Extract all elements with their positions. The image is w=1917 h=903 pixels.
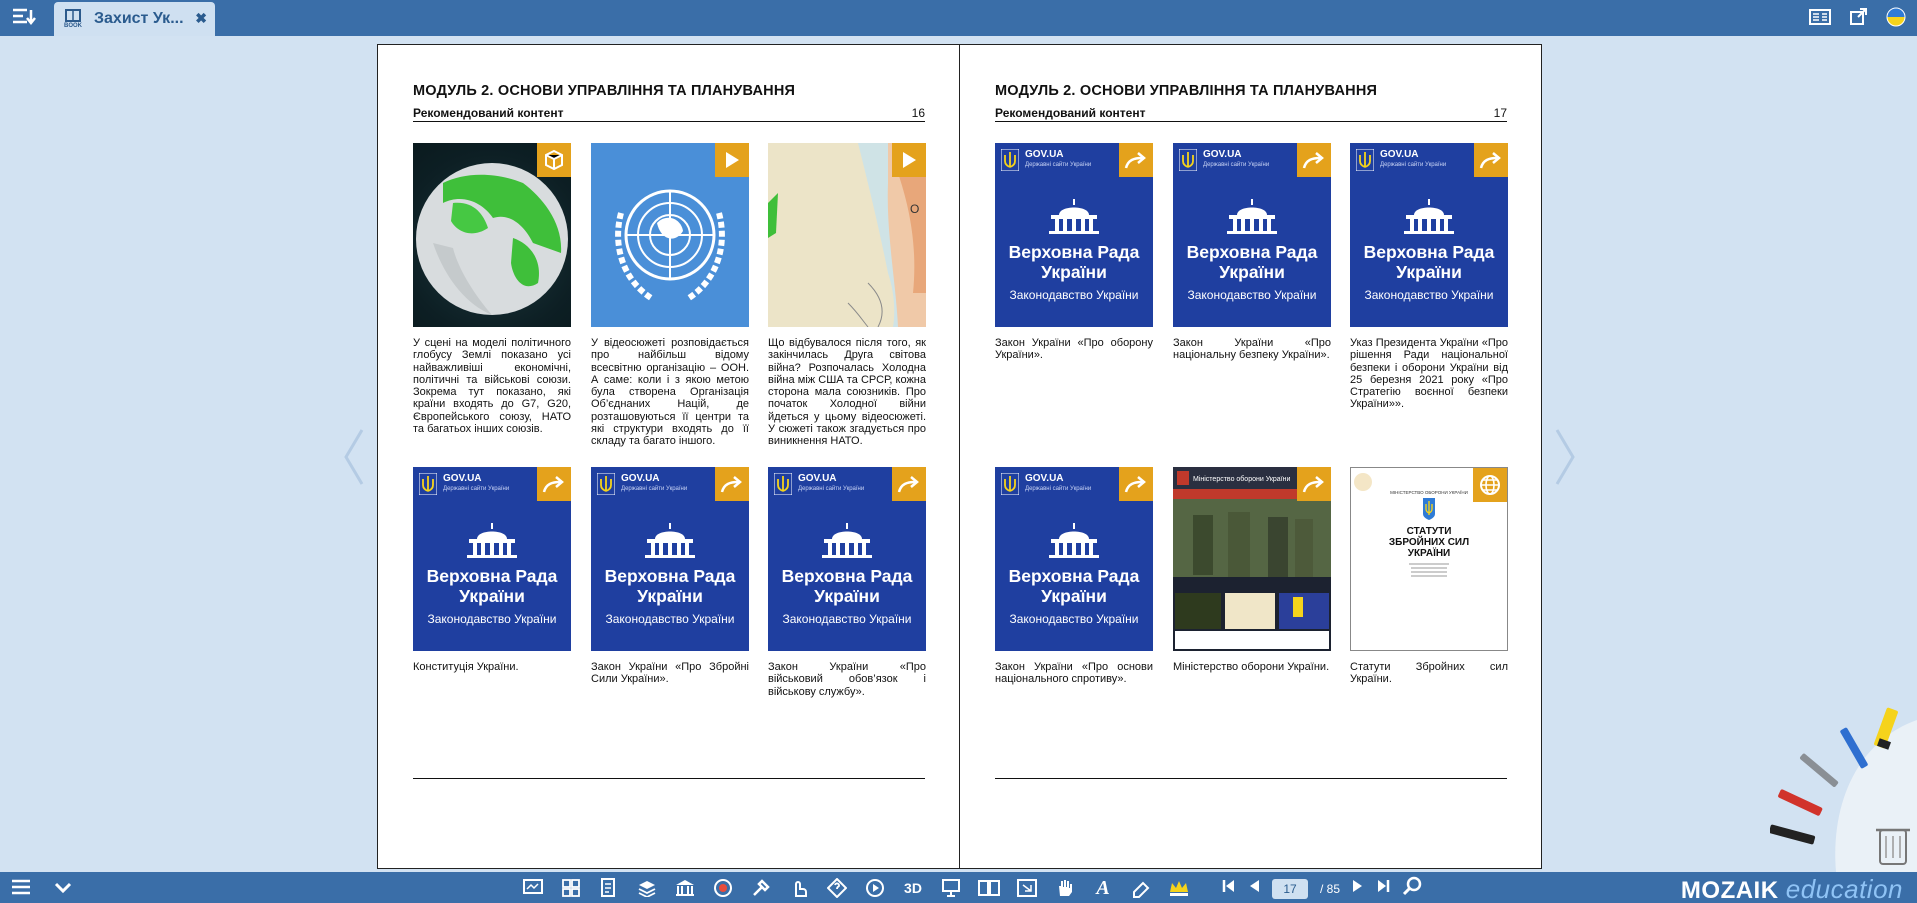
external-link-icon[interactable] — [1847, 6, 1869, 28]
trident-icon — [774, 473, 792, 495]
content-card[interactable] — [1350, 143, 1508, 411]
gov-card-title: Верховна Рада України — [781, 566, 913, 606]
map-label: O — [910, 202, 920, 216]
content-card[interactable] — [413, 467, 571, 673]
content-card[interactable] — [1173, 143, 1331, 362]
previous-page-icon[interactable] — [1248, 879, 1260, 898]
play-circle-icon[interactable] — [860, 876, 890, 900]
gov-site-label: GOV.UA Державні сайти України — [798, 473, 865, 492]
play-icon — [715, 143, 749, 177]
gov-site-label: GOV.UA Державні сайти України — [1380, 149, 1447, 168]
top-bar — [0, 0, 1917, 36]
last-page-icon[interactable] — [1376, 879, 1390, 898]
card-description: У відеосюжеті розповідається про найбільш відому всесвітню організацію – ООН. А саме: коли і з якою метою була створена Організація Об’єднаних Націй, де розташовуються її центри та які структури входять до її складу та багато іншого. — [591, 337, 749, 448]
parliament-building-icon — [820, 523, 874, 559]
trident-icon — [1001, 149, 1019, 171]
hand-tool-icon[interactable] — [1050, 876, 1080, 900]
page-navigator — [1222, 876, 1422, 901]
tab-book[interactable] — [54, 2, 215, 36]
gov-card-title: Верховна Рада України — [426, 566, 558, 606]
content-card[interactable] — [995, 143, 1153, 362]
book-icon — [60, 4, 86, 34]
book-icon-label: BOOK — [64, 23, 82, 29]
card-description: Закон України «Про основи національного спротиву». — [995, 661, 1153, 686]
next-page-arrow[interactable] — [1553, 428, 1577, 486]
layers-icon[interactable] — [632, 876, 662, 900]
fullscreen-icon[interactable] — [1012, 876, 1042, 900]
statute-document-thumbnail[interactable] — [1350, 467, 1508, 651]
bottom-toolbar — [0, 872, 1917, 903]
card-description: Закон України «Про національну безпеку України». — [1173, 337, 1331, 362]
grid-view-icon[interactable] — [556, 876, 586, 900]
globe-thumbnail[interactable] — [413, 143, 571, 327]
page-title: МОДУЛЬ 2. ОСНОВИ УПРАВЛІННЯ ТА ПЛАНУВАННЯ — [995, 83, 1378, 99]
top-right-tools — [1809, 6, 1907, 28]
gov-card-title: Верховна Рада України — [1186, 242, 1318, 282]
content-card[interactable] — [591, 143, 749, 448]
parliament-building-icon — [1047, 199, 1101, 235]
gov-card-subtitle: Законодавство України — [1009, 612, 1139, 626]
hand-pointer-icon[interactable] — [784, 876, 814, 900]
download-menu-icon[interactable] — [8, 4, 42, 32]
museum-icon[interactable] — [670, 876, 700, 900]
newspaper-icon[interactable] — [1809, 6, 1831, 28]
page-title: МОДУЛЬ 2. ОСНОВИ УПРАВЛІННЯ ТА ПЛАНУВАННЯ — [413, 83, 796, 99]
parliament-building-icon — [1047, 523, 1101, 559]
external-arrow-icon — [1297, 467, 1331, 501]
gov-card-subtitle: Законодавство України — [1009, 288, 1139, 302]
map-thumbnail[interactable] — [768, 143, 926, 327]
card-description: Міністерство оборони України. — [1173, 661, 1330, 673]
gov-site-label: GOV.UA Державні сайти України — [1025, 473, 1092, 492]
card-description: Закон України «Про оборону України». — [995, 337, 1153, 362]
page-subtitle: Рекомендований контент — [413, 106, 564, 120]
black-pen-icon[interactable] — [1770, 824, 1816, 845]
mozaik-logo — [1681, 874, 1903, 903]
gov-card-title: Верховна Рада України — [604, 566, 736, 606]
next-page-icon[interactable] — [1352, 879, 1364, 898]
logo-brand: MOZAIK — [1680, 877, 1779, 903]
gov-card-title: Верховна Рада України — [1008, 566, 1140, 606]
language-flag-icon[interactable] — [1885, 6, 1907, 28]
svg-text:СТАТУТИ: СТАТУТИ — [1406, 526, 1452, 537]
text-tool-icon[interactable]: A — [1096, 876, 1110, 899]
page-number: 17 — [1493, 106, 1507, 120]
left-page — [378, 45, 960, 868]
parliament-building-icon — [1225, 199, 1279, 235]
card-description: У сцені на моделі політичного глобусу Землі показано усі найважливіші економічні, політичні та військові союзи. Зокрема тут показано, які країни входять до G7, G20, Європейського союзу, НАТО та багатьох інших союзів. — [413, 337, 571, 436]
header-divider — [995, 121, 1507, 122]
presentation-icon[interactable] — [936, 876, 966, 900]
content-card[interactable] — [768, 467, 926, 698]
gov-link-thumbnail[interactable] — [1350, 143, 1508, 327]
external-arrow-icon — [1119, 143, 1153, 177]
gov-site-label: GOV.UA Державні сайти України — [621, 473, 688, 492]
blue-pen-icon[interactable] — [1840, 727, 1869, 769]
trident-icon — [1179, 149, 1197, 171]
gov-card-subtitle: Законодавство України — [1187, 288, 1317, 302]
footer-divider — [413, 778, 925, 779]
tools-icon[interactable] — [746, 876, 776, 900]
ministry-website-thumbnail[interactable] — [1173, 467, 1331, 651]
logo-suffix: education — [1785, 874, 1903, 903]
trident-icon — [1001, 473, 1019, 495]
gov-link-thumbnail[interactable] — [995, 467, 1153, 651]
un-emblem-thumbnail[interactable] — [591, 143, 749, 327]
card-description: Указ Президента України «Про рішення Ради національної безпеки і оборони України від 25 березня 2021 року «Про Стратегію воєнної безпеки України»». — [1350, 337, 1508, 411]
media-icon[interactable] — [708, 876, 738, 900]
gov-card-subtitle: Законодавство України — [427, 612, 557, 626]
card-description: Статути Збройних сил України. — [1350, 661, 1508, 686]
gov-card-subtitle: Законодавство України — [782, 612, 912, 626]
content-card[interactable] — [1173, 467, 1331, 673]
ministry-header: Міністерство оборони України — [1193, 476, 1291, 483]
tab-title: Захист Ук... — [94, 10, 184, 27]
quiz-icon[interactable] — [822, 876, 852, 900]
content-card[interactable] — [768, 143, 926, 448]
card-description: Що відбувалося після того, як закінчилась Друга світова війна? Розпочалась Холодна війна між США та СРСР, кожна сторона мала союзників. Про початок Холодної війни йдеться у цьому відеосюжеті. У сюжеті також згадується про виникнення НАТО. — [768, 337, 926, 448]
content-card[interactable] — [591, 467, 749, 686]
gov-site-label: GOV.UA Державні сайти України — [1203, 149, 1270, 168]
total-pages: / 85 — [1320, 881, 1341, 896]
first-page-icon[interactable] — [1222, 879, 1236, 898]
external-arrow-icon — [537, 467, 571, 501]
gov-site-label: GOV.UA Державні сайти України — [443, 473, 510, 492]
double-page-icon[interactable] — [974, 876, 1004, 900]
trident-icon — [597, 473, 615, 495]
close-icon[interactable]: ✖ — [195, 10, 207, 26]
gov-site-label: GOV.UA Державні сайти України — [1025, 149, 1092, 168]
trident-icon — [419, 473, 437, 495]
hamburger-menu-icon[interactable] — [10, 876, 32, 903]
page-subtitle: Рекомендований контент — [995, 106, 1146, 120]
zoom-search-icon[interactable] — [1402, 876, 1422, 901]
trident-icon — [1356, 149, 1374, 171]
gov-card-subtitle: Законодавство України — [605, 612, 735, 626]
pen-tools-wheel[interactable] — [1770, 700, 1917, 872]
external-arrow-icon — [1119, 467, 1153, 501]
gov-link-thumbnail[interactable] — [768, 467, 926, 651]
gov-card-title: Верховна Рада України — [1363, 242, 1495, 282]
play-icon — [892, 143, 926, 177]
card-description: Конституція України. — [413, 661, 519, 673]
gov-link-thumbnail[interactable] — [591, 467, 749, 651]
parliament-building-icon — [465, 523, 519, 559]
book-spread — [377, 44, 1542, 869]
gov-link-thumbnail[interactable] — [1173, 143, 1331, 327]
current-page-input[interactable]: 17 — [1272, 879, 1308, 899]
globe-web-icon — [1473, 468, 1507, 502]
document-edit-icon[interactable] — [594, 876, 624, 900]
page-number: 16 — [911, 106, 925, 120]
right-page — [960, 45, 1542, 868]
header-divider — [413, 121, 925, 122]
gov-link-thumbnail[interactable] — [995, 143, 1153, 327]
svg-text:ЗБРОЙНИХ СИЛ: ЗБРОЙНИХ СИЛ — [1388, 537, 1470, 548]
content-card[interactable] — [995, 467, 1153, 686]
gray-pen-icon[interactable] — [1799, 753, 1839, 788]
card-description: Закон України «Про Збройні Сили України». — [591, 661, 749, 686]
external-arrow-icon — [715, 467, 749, 501]
gov-card-title: Верховна Рада України — [1008, 242, 1140, 282]
footer-divider — [995, 778, 1507, 779]
whiteboard-icon[interactable] — [518, 876, 548, 900]
red-pen-icon[interactable] — [1777, 789, 1822, 817]
3d-button[interactable]: 3D — [904, 880, 922, 896]
card-description: Закон України «Про військовий обов’язок і військову службу». — [768, 661, 926, 698]
eraser-icon[interactable] — [1126, 876, 1156, 900]
statute-org: МІНІСТЕРСТВО ОБОРОНИ УКРАЇНИ — [1390, 490, 1468, 495]
external-arrow-icon — [1297, 143, 1331, 177]
external-arrow-icon — [1474, 143, 1508, 177]
content-card[interactable] — [1350, 467, 1508, 686]
statute-title — [1389, 526, 1469, 559]
chevron-down-icon[interactable] — [52, 876, 74, 903]
content-card[interactable] — [413, 143, 571, 435]
external-arrow-icon — [892, 467, 926, 501]
crown-icon[interactable] — [1164, 876, 1194, 900]
gov-card-subtitle: Законодавство України — [1364, 288, 1494, 302]
gov-link-thumbnail[interactable] — [413, 467, 571, 651]
3d-cube-icon — [537, 143, 571, 177]
parliament-building-icon — [643, 523, 697, 559]
parliament-building-icon — [1402, 199, 1456, 235]
previous-page-arrow[interactable] — [342, 428, 366, 486]
svg-text:УКРАЇНИ: УКРАЇНИ — [1407, 548, 1451, 559]
